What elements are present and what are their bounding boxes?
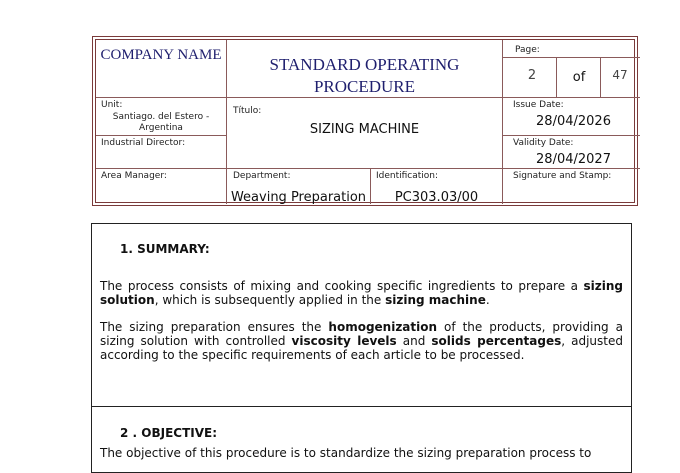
signature-stamp-label: Signature and Stamp:: [513, 171, 612, 181]
area-manager-label: Area Manager:: [101, 171, 167, 181]
divider: [502, 135, 640, 136]
section-heading-objective: 2 . OBJECTIVE:: [120, 426, 218, 440]
divider: [502, 57, 640, 58]
section-heading-summary: 1. SUMMARY:: [120, 242, 210, 256]
text-run: , adjusted according to the specific requirements of each article to be processed.: [100, 334, 623, 362]
unit-value-line2: Argentina: [139, 123, 183, 133]
section-divider: [92, 406, 631, 407]
procedure-title: SIZING MACHINE: [309, 122, 420, 137]
document-type-title: STANDARD OPERATING PROCEDURE: [269, 55, 460, 96]
identification-label: Identification:: [376, 171, 439, 181]
text-run: , which is subsequently applied in the: [154, 293, 386, 307]
validity-date-label: Validity Date:: [513, 138, 574, 148]
emphasis-sizing-solution: sizing solution: [100, 279, 623, 307]
issue-date-value: 28/04/2026: [536, 114, 611, 129]
page-of-text: of: [572, 70, 586, 85]
text-run: .: [485, 293, 490, 307]
unit-value-line1: Santiago. del Estero -: [112, 112, 210, 122]
company-name: COMPANY NAME: [100, 47, 222, 63]
document-body: [91, 223, 632, 473]
emphasis-viscosity-levels: viscosity levels: [291, 334, 397, 348]
text-run: of the products, providing a sizing solution with controlled: [100, 320, 623, 348]
header-inner-frame: [95, 39, 635, 203]
emphasis-solids-percentages: solids percentages: [431, 334, 562, 348]
validity-date-value: 28/04/2027: [536, 152, 611, 167]
unit-value: [96, 112, 226, 134]
text-run: The sizing preparation ensures the: [100, 320, 329, 334]
divider: [96, 168, 640, 169]
identification-value: PC303.03/00: [394, 190, 479, 205]
title-label: Título:: [233, 106, 262, 116]
divider: [96, 135, 226, 136]
issue-date-label: Issue Date:: [513, 100, 564, 110]
divider: [502, 40, 503, 204]
document-header-table: [92, 36, 638, 206]
emphasis-homogenization: homogenization: [328, 320, 438, 334]
industrial-director-label: Industrial Director:: [101, 138, 186, 148]
page-current: 2: [527, 68, 537, 83]
objective-paragraph-1: The objective of this procedure is to standardize the sizing preparation process to: [100, 446, 592, 460]
summary-paragraph-2: [100, 320, 623, 362]
text-run: The process consists of mixing and cooking specific ingredients to prepare a: [100, 279, 584, 293]
department-value: Weaving Preparation: [230, 190, 367, 205]
page-label: Page:: [515, 45, 540, 55]
divider: [556, 57, 557, 97]
unit-label: Unit:: [101, 100, 123, 110]
page-total: 47: [612, 68, 628, 82]
emphasis-sizing-machine: sizing machine: [385, 293, 486, 307]
department-label: Department:: [233, 171, 291, 181]
summary-paragraph-1: [100, 279, 623, 307]
text-run: and: [396, 334, 432, 348]
